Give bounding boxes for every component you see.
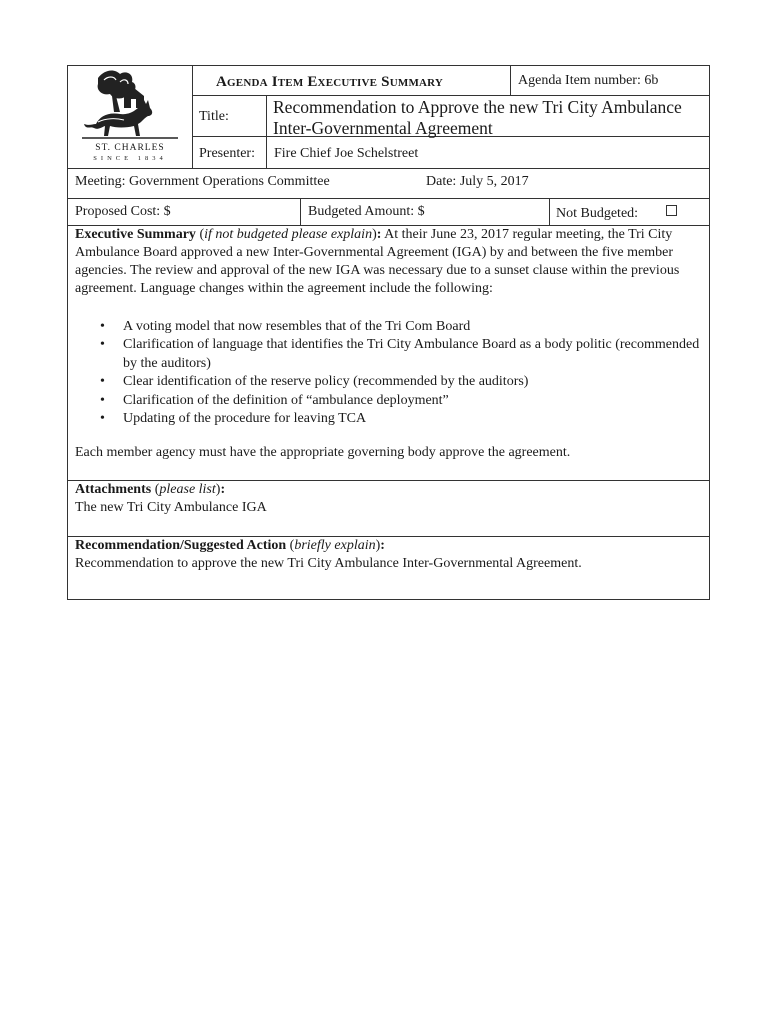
attachments-rule xyxy=(68,480,709,481)
form-heading: Agenda Item Executive Summary xyxy=(216,74,444,90)
list-item: • Clarification of language that identifies the Tri City Ambulance Board as a body politic (recommended by the auditors) xyxy=(100,337,700,371)
fox-tree-emblem-icon xyxy=(68,66,192,144)
cost-divider-2 xyxy=(549,198,550,225)
proposed-cost-label: Proposed Cost: $ xyxy=(75,204,171,219)
list-item: • Clarification of the definition of “ambulance deployment” xyxy=(100,392,449,408)
agenda-item-label: Agenda Item number: xyxy=(518,73,641,88)
budgeted-amount-label: Budgeted Amount: $ xyxy=(308,204,425,219)
list-item: • Clear identification of the reserve policy (recommended by the auditors) xyxy=(100,374,529,390)
header-rule xyxy=(192,95,709,96)
meeting-label: Meeting: xyxy=(75,174,126,189)
recommendation-rule xyxy=(68,536,709,537)
meeting-value: Government Operations Committee xyxy=(129,174,330,189)
attachments-value: The new Tri City Ambulance IGA xyxy=(75,500,267,515)
agenda-item-number xyxy=(518,73,658,89)
logo-city-name: ST. CHARLES xyxy=(95,143,165,153)
presenter-label: Presenter: xyxy=(199,146,255,161)
not-budgeted-checkbox[interactable] xyxy=(666,205,677,216)
meeting-rule xyxy=(68,168,709,169)
presenter-value: Fire Chief Joe Schelstreet xyxy=(274,146,419,161)
not-budgeted-label: Not Budgeted: xyxy=(556,206,639,221)
logo-divider xyxy=(192,66,193,168)
cost-rule xyxy=(68,198,709,199)
executive-summary: Executive Summary (if not budgeted please explain): At their June 23, 2017 regular meeting, the Tri City Ambulance Board approved a new Inter-Governmental Agreement (IGA) by and between the five member agencies. The review and approval of the new IGA was necessary due to a sunset clause within the previous agreement. Language changes within the agreement include the following: xyxy=(75,227,680,296)
logo-since-text: SINCE 1834 xyxy=(93,155,167,162)
attachments-heading: Attachments (please list): xyxy=(75,482,226,497)
summary-closing: Each member agency must have the appropriate governing body approve the agreement. xyxy=(75,445,571,460)
changes-list xyxy=(100,318,700,428)
agenda-number-divider xyxy=(510,66,511,95)
list-item: • Updating of the procedure for leaving TCA xyxy=(100,411,367,427)
date-value: July 5, 2017 xyxy=(459,174,529,189)
label-divider xyxy=(266,95,267,168)
executive-summary-heading: Executive Summary xyxy=(75,227,196,242)
meeting-field xyxy=(75,174,330,190)
recommendation-value: Recommendation to approve the new Tri City Ambulance Inter-Governmental Agreement. xyxy=(75,556,582,571)
title-label: Title: xyxy=(199,109,229,124)
date-field xyxy=(426,174,529,190)
date-label: Date: xyxy=(426,174,457,189)
list-item: • A voting model that now resembles that of the Tri Com Board xyxy=(100,319,471,334)
cost-divider-1 xyxy=(300,198,301,225)
recommendation-heading: Recommendation/Suggested Action (briefly explain): xyxy=(75,538,385,553)
st-charles-logo xyxy=(68,66,192,167)
executive-summary-text: At their June 23, 2017 regular meeting, the Tri City Ambulance Board approved a new Inter-Governmental Agreement (IGA) by and between the five member agencies. The review and approval of the new IGA was necessary due to a sunset clause within the previous agreement. Language changes within the agreement include the following: xyxy=(75,227,680,296)
executive-summary-form xyxy=(67,65,710,600)
title-value: Recommendation to Approve the new Tri City Ambulance Inter-Governmental Agreement xyxy=(273,97,682,138)
executive-summary-note: if not budgeted please explain xyxy=(204,227,373,242)
agenda-item-value: 6b xyxy=(644,73,659,88)
